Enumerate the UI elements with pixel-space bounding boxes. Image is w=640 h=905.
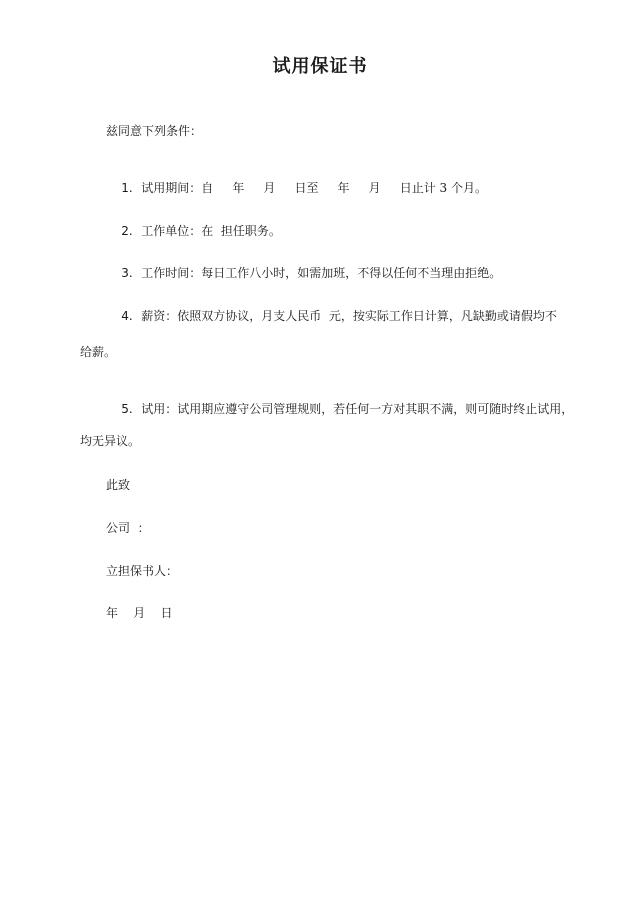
guarantor-line: 立担保书人： [106, 564, 179, 578]
item-5-text: 试用：试用期应遵守公司管理规则，若任何一方对其职不满，则可随时终止试用， [141, 402, 574, 416]
item-4-text: 薪资：依照双方协议，月支人民币 元，按实际工作日计算，凡缺勤或请假均不 [141, 309, 557, 323]
item-3-number: 3. [121, 266, 133, 280]
item-2 [106, 207, 281, 255]
item-5 [106, 385, 573, 433]
item-1-text: 试用期间：自 年 月 日至 年 月 日止计 3 个月。 [141, 181, 487, 195]
item-1-number: 1. [121, 181, 133, 195]
item-4-number: 4. [121, 309, 133, 323]
item-2-number: 2. [121, 224, 133, 238]
item-5-number: 5. [121, 402, 133, 416]
item-3-text: 工作时间：每日工作八小时，如需加班，不得以任何不当理由拒绝。 [141, 266, 502, 280]
intro-text: 兹同意下列条件： [106, 124, 203, 138]
item-3 [106, 249, 501, 297]
item-5-continuation: 均无异议。 [80, 434, 141, 448]
item-4 [106, 292, 557, 340]
closing-text: 此致 [106, 478, 131, 492]
date-line: 年 月 日 [106, 606, 173, 620]
document-title: 试用保证书 [272, 56, 368, 77]
item-2-text: 工作单位：在 担任职务。 [141, 224, 281, 238]
company-line: 公司 ： [106, 521, 150, 535]
item-1 [106, 164, 487, 212]
item-4-continuation: 给薪。 [80, 345, 117, 359]
